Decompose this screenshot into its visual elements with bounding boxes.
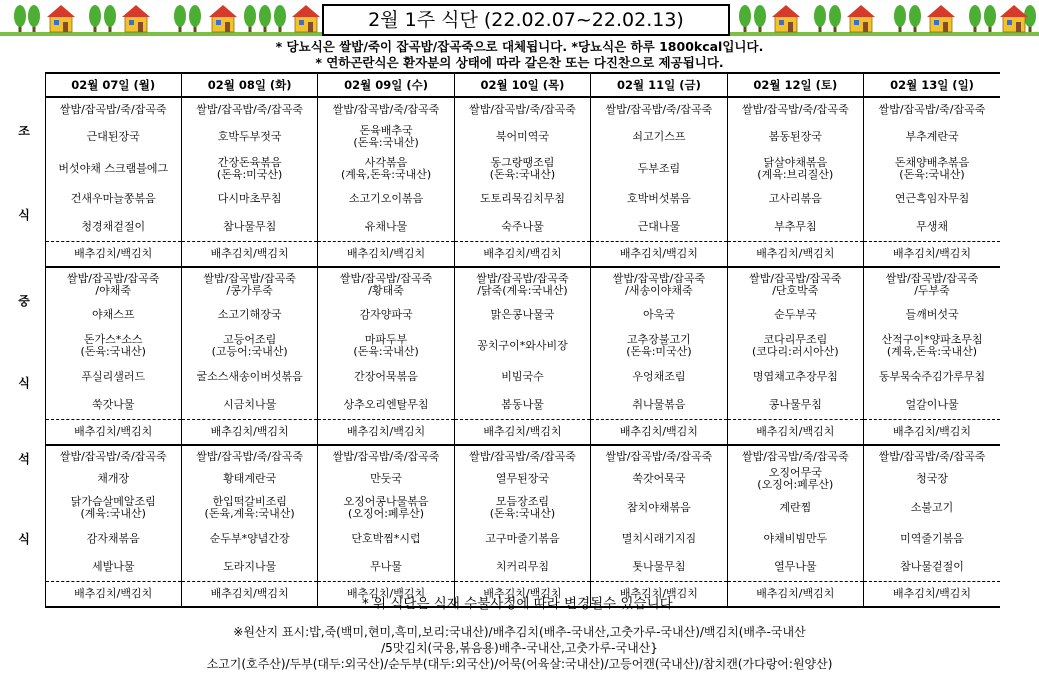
house-door [1016,22,1021,32]
tree-icon [259,5,271,27]
house-roof [927,5,955,17]
tree-icon [189,5,201,27]
menu-cell: 오징어무국 (오징어:페루산) [727,467,863,491]
house-icon [212,16,234,32]
house-window [934,20,939,25]
menu-cell: 연근흑임자무침 [864,185,1000,213]
menu-cell: 오징어콩나물볶음 (오징어:페루산) [318,491,454,525]
menu-cell: 쑥갓어묵국 [591,467,727,491]
menu-cell: 간장돈육볶음 (돈육:미국산) [181,153,317,185]
menu-cell: 부추무침 [727,213,863,241]
menu-cell: 비빔국수 [454,363,590,391]
house-icon [930,16,952,32]
breakfast-row [45,121,1000,153]
house-roof [772,5,800,17]
menu-cell: 산적구이*양파초무침 (계육,돈육:국내산) [864,329,1000,363]
menu-cell: 간장어묵볶음 [318,363,454,391]
breakfast-row [45,185,1000,213]
menu-cell: 순두부*양념간장 [181,525,317,553]
menu-cell: 맑은콩나물국 [454,301,590,329]
menu-cell: 다시마초무침 [181,185,317,213]
menu-cell: 쌀밥/잡곡밥/죽/잡곡죽 [181,445,317,467]
menu-cell: 쌀밥/잡곡밥/죽/잡곡죽 [727,97,863,121]
house-icon [775,16,797,32]
lunch-row [45,301,1000,329]
menu-cell: 미역줄기볶음 [864,525,1000,553]
menu-cell: 채개장 [45,467,181,491]
tree-icon [14,5,26,27]
meal-label-breakfast-bottom: 식 [18,208,30,222]
menu-cell: 배추김치/백김치 [181,419,317,445]
tree-icon [814,5,826,27]
menu-cell: 세발나물 [45,553,181,581]
dinner-row [45,553,1000,581]
menu-cell: 쌀밥/잡곡밥/죽/잡곡죽 [318,97,454,121]
menu-cell: 쌀밥/잡곡밥/잡곡죽 /콩가루죽 [181,267,317,301]
tree-icon [909,5,921,27]
house-window [854,20,859,25]
house-door [63,22,68,32]
menu-cell: 건새우마늘쫑볶음 [45,185,181,213]
menu-cell: 상추오리엔탈무침 [318,391,454,419]
menu-cell: 마파두부 (돈육:국내산) [318,329,454,363]
menu-cell: 우엉채조림 [591,363,727,391]
house-door [308,22,313,32]
lunch-row [45,419,1000,445]
menu-cell: 만둣국 [318,467,454,491]
house-window [129,20,134,25]
menu-cell: 도라지나물 [181,553,317,581]
menu-cell: 순두부국 [727,301,863,329]
tree-icon [829,5,841,27]
house-roof [1000,5,1028,17]
menu-cell: 치커리무침 [454,553,590,581]
menu-cell: 모듬장조림 (돈육:국내산) [454,491,590,525]
menu-cell: 쌀밥/잡곡밥/잡곡죽 /새송이야채죽 [591,267,727,301]
menu-cell: 동그랑땡조림 (돈육:국내산) [454,153,590,185]
house-window [216,20,221,25]
menu-cell: 배추김치/백김치 [454,241,590,267]
house-window [54,20,59,25]
meal-label-dinner-top: 석 [18,452,30,466]
menu-cell: 돈가스*소스 (돈육:국내산) [45,329,181,363]
menu-cell: 쌀밥/잡곡밥/죽/잡곡죽 [727,445,863,467]
menu-cell: 배추김치/백김치 [727,241,863,267]
menu-cell: 돈채양배추볶음 (돈육:국내산) [864,153,1000,185]
menu-cell: 무생채 [864,213,1000,241]
menu-cell: 참나물겉절이 [864,553,1000,581]
house-roof [122,5,150,17]
menu-cell: 쌀밥/잡곡밥/죽/잡곡죽 [864,97,1000,121]
house-door [943,22,948,32]
menu-cell: 감자양파국 [318,301,454,329]
weekly-menu-table [45,72,1000,608]
house-door [225,22,230,32]
house-roof [209,5,237,17]
menu-cell: 명엽채고추장무침 [727,363,863,391]
menu-cell: 청국장 [864,467,1000,491]
menu-cell: 배추김치/백김치 [454,581,590,607]
menu-cell: 배추김치/백김치 [727,581,863,607]
day-header: 02월 09일 (수) [318,73,454,97]
house-icon [850,16,872,32]
menu-cell: 쌀밥/잡곡밥/잡곡죽 /두부죽 [864,267,1000,301]
menu-cell: 배추김치/백김치 [591,419,727,445]
menu-cell: 소불고기 [864,491,1000,525]
change-notice: * 위 식단은 식재 수불사정에 따라 변경될수 있습니다. [362,596,677,612]
menu-cell: 배추김치/백김치 [864,419,1000,445]
menu-cell: 봄동된장국 [727,121,863,153]
menu-cell: 소고기해장국 [181,301,317,329]
menu-cell: 호박버섯볶음 [591,185,727,213]
menu-cell: 유채나물 [318,213,454,241]
house-roof [292,5,320,17]
menu-cell: 황태계란국 [181,467,317,491]
menu-cell: 쌀밥/잡곡밥/죽/잡곡죽 [454,445,590,467]
house-window [779,20,784,25]
day-header: 02월 08일 (화) [181,73,317,97]
breakfast-row [45,97,1000,121]
menu-cell: 쌀밥/잡곡밥/죽/잡곡죽 [181,97,317,121]
tree-icon [89,5,101,27]
menu-cell: 야채스프 [45,301,181,329]
menu-cell: 쌀밥/잡곡밥/죽/잡곡죽 [454,97,590,121]
lunch-row [45,391,1000,419]
menu-cell: 배추김치/백김치 [181,241,317,267]
tree-icon [274,5,286,27]
origin-line-1: ※원산지 표시:밥,죽(백미,현미,흑미,보리:국내산)/배추김치(배추-국내산,고춧가루-국내산)/백김치(배추-국내산 [233,625,806,639]
menu-cell: 멸치시래기지짐 [591,525,727,553]
menu-cell: 배추김치/백김치 [45,241,181,267]
house-icon [1003,16,1025,32]
house-icon [295,16,317,32]
menu-cell: 쌀밥/잡곡밥/잡곡죽 /황태죽 [318,267,454,301]
dinner-row [45,491,1000,525]
menu-cell: 쌀밥/잡곡밥/죽/잡곡죽 [45,445,181,467]
menu-cell: 쌀밥/잡곡밥/잡곡죽 /단호박죽 [727,267,863,301]
menu-cell: 배추김치/백김치 [591,241,727,267]
menu-cell: 쌀밥/잡곡밥/잡곡죽 /닭죽(계육:국내산) [454,267,590,301]
menu-cell: 쌀밥/잡곡밥/죽/잡곡죽 [318,445,454,467]
menu-cell: 근대나물 [591,213,727,241]
menu-cell: 청경채겉절이 [45,213,181,241]
breakfast-row [45,213,1000,241]
menu-cell: 굴소스새송이버섯볶음 [181,363,317,391]
menu-cell: 꽁치구이*와사비장 [454,329,590,363]
tree-icon [984,5,996,27]
tree-icon [174,5,186,27]
menu-cell: 배추김치/백김치 [591,581,727,607]
lunch-row [45,329,1000,363]
menu-cell: 배추김치/백김치 [727,419,863,445]
menu-cell: 야채비빔만두 [727,525,863,553]
lunch-row [45,267,1000,301]
meal-label-dinner-bottom: 식 [18,532,30,546]
menu-cell: 열무나물 [727,553,863,581]
menu-cell: 닭가슴살메알조림 (계육:국내산) [45,491,181,525]
house-door [863,22,868,32]
menu-cell: 참치야채볶음 [591,491,727,525]
house-door [138,22,143,32]
menu-cell: 닭살야채볶음 (계육:브리질산) [727,153,863,185]
menu-cell: 배추김치/백김치 [864,241,1000,267]
menu-cell: 고추장불고기 (돈육:미국산) [591,329,727,363]
day-header-row [45,73,1000,97]
house-door [788,22,793,32]
menu-cell: 아욱국 [591,301,727,329]
menu-cell: 콩나물무침 [727,391,863,419]
day-header: 02월 13일 (일) [864,73,1000,97]
meal-label-lunch-top: 중 [18,294,30,308]
menu-cell: 쌀밥/잡곡밥/잡곡죽 /야채죽 [45,267,181,301]
menu-cell: 배추김치/백김치 [181,581,317,607]
dysphagia-notice: * 연하곤란식은 환자분의 상태에 따라 갈은찬 또는 다진찬으로 제공됩니다. [315,55,724,70]
menu-cell: 계란찜 [727,491,863,525]
menu-cell: 배추김치/백김치 [45,581,181,607]
day-header: 02월 12일 (토) [727,73,863,97]
menu-cell: 북어미역국 [454,121,590,153]
menu-cell: 참나물무침 [181,213,317,241]
menu-cell: 무나물 [318,553,454,581]
tree-icon [739,5,751,27]
menu-cell: 단호박찜*시럽 [318,525,454,553]
lunch-row [45,363,1000,391]
menu-cell: 쌀밥/잡곡밥/죽/잡곡죽 [864,445,1000,467]
menu-cell: 고사리볶음 [727,185,863,213]
house-window [1007,20,1012,25]
origin-line-3: 소고기(호주산)/두부(대두:외국산)/순두부(대두:외국산)/어묵(어육살:국내산)/고등어캔(국내산)/참치캔(가다랑어:원양산) [206,657,833,671]
menu-cell: 감자채볶음 [45,525,181,553]
menu-cell: 배추김치/백김치 [318,419,454,445]
menu-cell: 푸실리샐러드 [45,363,181,391]
tree-icon [104,5,116,27]
menu-cell: 한입떡갈비조림 (돈육,계육:국내산) [181,491,317,525]
menu-cell: 사각볶음 (계육,돈육:국내산) [318,153,454,185]
diabetic-notice: * 당뇨식은 쌀밥/죽이 잡곡밥/잡곡죽으로 대체됩니다. *당뇨식은 하루 1800kcal입니다. [275,39,764,54]
menu-cell: 숙주나물 [454,213,590,241]
meal-label-breakfast-top: 조 [18,124,30,138]
dinner-row [45,467,1000,491]
menu-cell: 쑥갓나물 [45,391,181,419]
menu-cell: 배추김치/백김치 [318,581,454,607]
house-roof [47,5,75,17]
tree-icon [244,5,256,27]
menu-cell: 부추계란국 [864,121,1000,153]
page-title: 2월 1주 식단 (22.02.07~22.02.13) [322,4,730,36]
menu-cell: 봄동나물 [454,391,590,419]
origin-line-2: /5맛김치(국용,볶음용)배추-국내산,고춧가루-국내산} [381,641,658,655]
menu-cell: 시금치나물 [181,391,317,419]
menu-cell: 소고기오이볶음 [318,185,454,213]
menu-cell: 쌀밥/잡곡밥/죽/잡곡죽 [591,445,727,467]
tree-icon [754,5,766,27]
menu-cell: 호박두부젓국 [181,121,317,153]
tree-icon [28,5,40,27]
meal-label-lunch-bottom: 식 [18,376,30,390]
tree-icon [969,5,981,27]
menu-cell: 들깨버섯국 [864,301,1000,329]
menu-cell: 취나물볶음 [591,391,727,419]
house-window [299,20,304,25]
menu-cell: 열무된장국 [454,467,590,491]
menu-cell: 근대된장국 [45,121,181,153]
menu-cell: 쌀밥/잡곡밥/죽/잡곡죽 [591,97,727,121]
menu-cell: 코다리무조림 (코다리:러시아산) [727,329,863,363]
menu-cell: 배추김치/백김치 [454,419,590,445]
tree-icon [894,5,906,27]
house-icon [50,16,72,32]
menu-cell: 고구마줄기볶음 [454,525,590,553]
menu-cell: 톳나물무침 [591,553,727,581]
menu-cell: 얼갈이나물 [864,391,1000,419]
breakfast-row [45,241,1000,267]
day-header: 02월 10일 (목) [454,73,590,97]
menu-cell: 고등어조림 (고등어:국내산) [181,329,317,363]
menu-cell: 동부묵숙주김가루무침 [864,363,1000,391]
menu-cell: 배추김치/백김치 [318,241,454,267]
menu-cell: 배추김치/백김치 [864,581,1000,607]
menu-cell: 배추김치/백김치 [45,419,181,445]
dinner-row [45,445,1000,467]
menu-cell: 돈육배추국 (돈육:국내산) [318,121,454,153]
house-icon [125,16,147,32]
day-header: 02월 11일 (금) [591,73,727,97]
menu-cell: 버섯야채 스크램블에그 [45,153,181,185]
dinner-row [45,525,1000,553]
house-roof [847,5,875,17]
day-header: 02월 07일 (월) [45,73,181,97]
menu-cell: 도토리묵김치무침 [454,185,590,213]
menu-cell: 두부조림 [591,153,727,185]
menu-cell: 쇠고기스프 [591,121,727,153]
menu-cell: 쌀밥/잡곡밥/죽/잡곡죽 [45,97,181,121]
breakfast-row [45,153,1000,185]
